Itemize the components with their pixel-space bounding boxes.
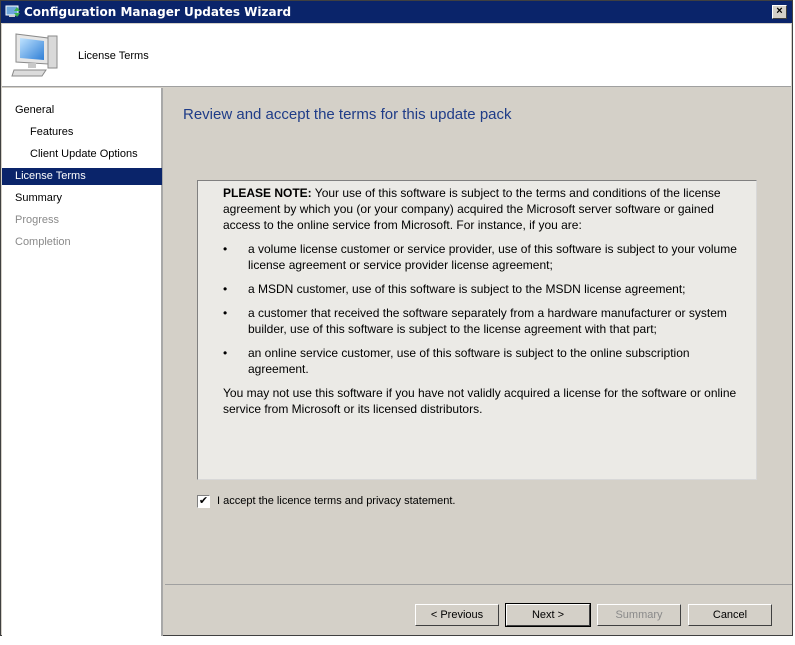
bullet-glyph: • [223, 242, 228, 256]
page-heading: Review and accept the terms for this update pack [183, 106, 512, 123]
bullet-glyph: • [223, 282, 228, 296]
window-title: Configuration Manager Updates Wizard [24, 5, 292, 19]
title-bar[interactable] [1, 1, 792, 23]
wizard-footer [165, 584, 792, 636]
list-item [223, 345, 744, 377]
list-item [223, 305, 744, 337]
main-panel [165, 88, 792, 584]
previous-button[interactable]: < Previous [415, 604, 499, 626]
license-closing: You may not use this software if you have not validly acquired a license for the software or online service from Microsoft or its licensed distributors. [223, 386, 737, 416]
wizard-header [2, 24, 791, 87]
list-item [223, 241, 744, 273]
bullet-text: an online service customer, use of this software is subject to the online subscription agreement. [248, 346, 690, 376]
nav-item-completion: Completion [15, 236, 71, 248]
bullet-text: a MSDN customer, use of this software is subject to the MSDN license agreement; [248, 282, 686, 296]
nav-item-general[interactable]: General [15, 104, 55, 116]
computer-icon [10, 30, 60, 80]
close-button[interactable]: × [772, 5, 787, 19]
license-intro [223, 185, 744, 233]
cancel-button[interactable]: Cancel [688, 604, 772, 626]
license-text-box[interactable] [197, 180, 757, 480]
bullet-glyph: • [223, 306, 228, 320]
wizard-nav [2, 88, 163, 636]
accept-terms-label[interactable]: I accept the licence terms and privacy statement. [217, 495, 456, 507]
accept-terms-checkbox[interactable]: ✔ [198, 495, 209, 507]
license-bullets [223, 241, 744, 377]
bullet-text: a customer that received the software separately from a hardware manufacturer or system builder, use of this software is subject to the license agreement with that part; [248, 306, 727, 336]
nav-item-license-terms[interactable]: License Terms [2, 168, 162, 185]
intro-text: Your use of this software is subject to the terms and conditions of the license agreement by which you (or your company) acquired the Microsoft server software or gained access to the online service from Microsoft. For instance, if you are: [223, 186, 721, 232]
bullet-text: a volume license customer or service provider, use of this software is subject to your volume license agreement or service provider license agreement; [248, 242, 737, 272]
list-item [223, 281, 744, 297]
nav-item-progress: Progress [15, 214, 60, 226]
summary-button: Summary [597, 604, 681, 626]
wizard-app-icon [5, 4, 21, 20]
header-title: License Terms [78, 50, 149, 62]
next-button[interactable]: Next > [506, 604, 590, 626]
nav-item-summary[interactable]: Summary [15, 192, 63, 204]
bullet-glyph: • [223, 346, 228, 360]
nav-item-client-update-options[interactable]: Client Update Options [30, 148, 138, 160]
note-label: PLEASE NOTE: [223, 186, 312, 200]
nav-item-features[interactable]: Features [30, 126, 74, 138]
